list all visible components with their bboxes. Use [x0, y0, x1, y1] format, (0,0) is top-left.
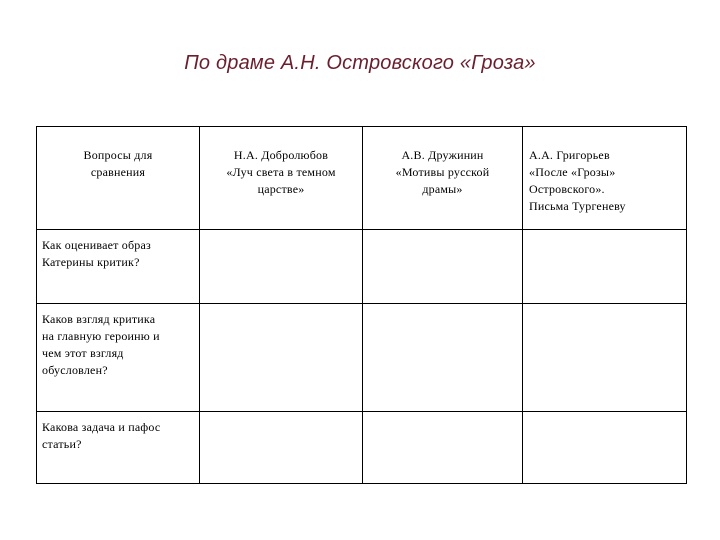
table-header-row	[37, 127, 687, 230]
header-questions-label: Вопросы для сравнения	[83, 148, 153, 179]
answer-cell	[363, 304, 523, 412]
question-cell	[37, 412, 200, 484]
question-cell	[37, 230, 200, 304]
header-grigoryev	[523, 127, 687, 230]
question-text: Какова задача и пафос статьи?	[42, 420, 161, 451]
header-druzhinin	[363, 127, 523, 230]
question-text: Как оценивает образ Катерины критик?	[42, 238, 151, 269]
table-row	[37, 230, 687, 304]
answer-cell	[523, 304, 687, 412]
header-grigoryev-label: А.А. Григорьев «После «Грозы» Островского». Письма Тургеневу	[529, 148, 626, 213]
answer-cell	[200, 304, 363, 412]
question-text: Каков взгляд критика на главную героиню и чем этот взгляд обусловлен?	[42, 312, 160, 377]
comparison-table	[36, 126, 687, 484]
header-dobrolyubov	[200, 127, 363, 230]
header-druzhinin-label: А.В. Дружинин «Мотивы русской драмы»	[395, 148, 490, 196]
answer-cell	[200, 412, 363, 484]
answer-cell	[363, 230, 523, 304]
answer-cell	[523, 230, 687, 304]
table-row	[37, 412, 687, 484]
header-questions	[37, 127, 200, 230]
page-title: По драме А.Н. Островского «Гроза»	[184, 52, 536, 74]
answer-cell	[200, 230, 363, 304]
header-dobrolyubov-label: Н.А. Добролюбов «Луч света в темном царстве»	[226, 148, 336, 196]
question-cell	[37, 304, 200, 412]
answer-cell	[523, 412, 687, 484]
answer-cell	[363, 412, 523, 484]
table-row	[37, 304, 687, 412]
